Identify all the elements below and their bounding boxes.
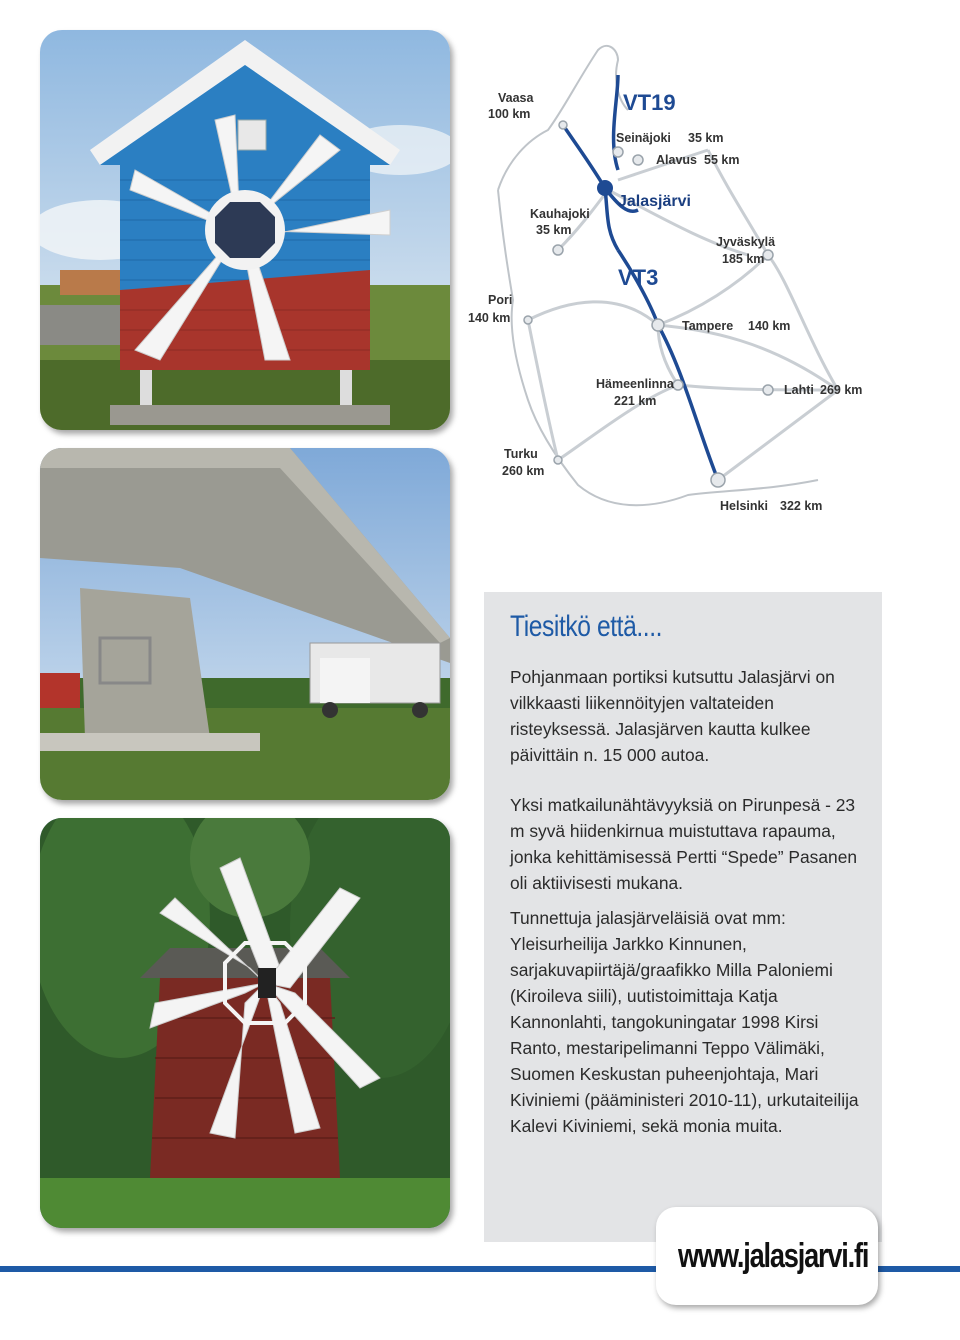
city-kauhajoki-distance: 35 km: [536, 223, 572, 237]
city-jyvaskyla: Jyväskylä: [716, 235, 776, 249]
website-box[interactable]: [656, 1207, 878, 1305]
info-paragraph-famous-people: Tunnettuja jalasjärveläisiä ovat mm: Yleisurheilija Jarkko Kinnunen, sarjakuvapiirtäjä/graafikko Milla Paloniemi (Kiroileva siili), uutistoimittaja Katja Kannonlahti, tangokuningatar 1998 Kirsi Ranto, mestaripelimanni Teppo Välimäki, Suomen Keskustan puheenjohtaja, Mari Kiviniemi (pääministeri 2010-11), urkutaiteilija Kalevi Kiviniemi, sekä monia muita.: [510, 908, 859, 1136]
city-kauhajoki: Kauhajoki: [530, 207, 590, 221]
city-hameenlinna-distance: 221 km: [614, 394, 657, 408]
city-hameenlinna: Hämeenlinna: [596, 377, 674, 391]
bridge-photo: [40, 448, 450, 800]
city-tampere-distance: 140 km: [748, 319, 791, 333]
info-panel: [484, 592, 882, 1242]
city-lahti: Lahti: [784, 383, 814, 397]
city-lahti-distance: 269 km: [820, 383, 863, 397]
city-pori: Pori: [488, 293, 513, 307]
city-jalasjarvi: Jalasjärvi: [618, 193, 691, 210]
route-map: [468, 40, 908, 540]
city-jyvaskyla-distance: 185 km: [722, 252, 765, 266]
city-vaasa-distance: 100 km: [488, 107, 531, 121]
city-vaasa: Vaasa: [498, 91, 534, 105]
bus-shelter-photo: [40, 30, 450, 430]
city-helsinki-distance: 322 km: [780, 499, 823, 513]
city-alavus: Alavus: [656, 153, 697, 167]
city-pori-distance: 140 km: [468, 311, 511, 325]
city-helsinki: Helsinki: [720, 499, 768, 513]
city-seinajoki-distance: 35 km: [688, 131, 724, 145]
website-link[interactable]: www.jalasjarvi.fi: [678, 1237, 869, 1275]
city-tampere: Tampere: [682, 319, 734, 333]
city-turku: Turku: [504, 447, 538, 461]
info-title: Tiesitkö että....: [510, 610, 663, 643]
city-turku-distance: 260 km: [502, 464, 545, 478]
info-paragraph-pirunpesa: Yksi matkailunähtävyyksiä on Pirunpesä - 23 m syvä hiidenkirnua muistuttava rapauma, jonka kehittämisessä Pertti “Spede” Pasanen oli aktiivisesti mukana.: [510, 795, 858, 893]
city-alavus-distance: 55 km: [704, 153, 740, 167]
route-vt19-label: VT19: [623, 90, 676, 115]
city-seinajoki: Seinäjoki: [616, 131, 671, 145]
route-vt3-label: VT3: [618, 265, 659, 290]
info-paragraph-traffic: Pohjanmaan portiksi kutsuttu Jalasjärvi on vilkkaasti liikennöityjen valtateiden risteyksessä. Jalasjärven kautta kulkee päivittäin n. 15 000 autoa.: [510, 667, 835, 765]
windmill-photo: [40, 818, 450, 1228]
